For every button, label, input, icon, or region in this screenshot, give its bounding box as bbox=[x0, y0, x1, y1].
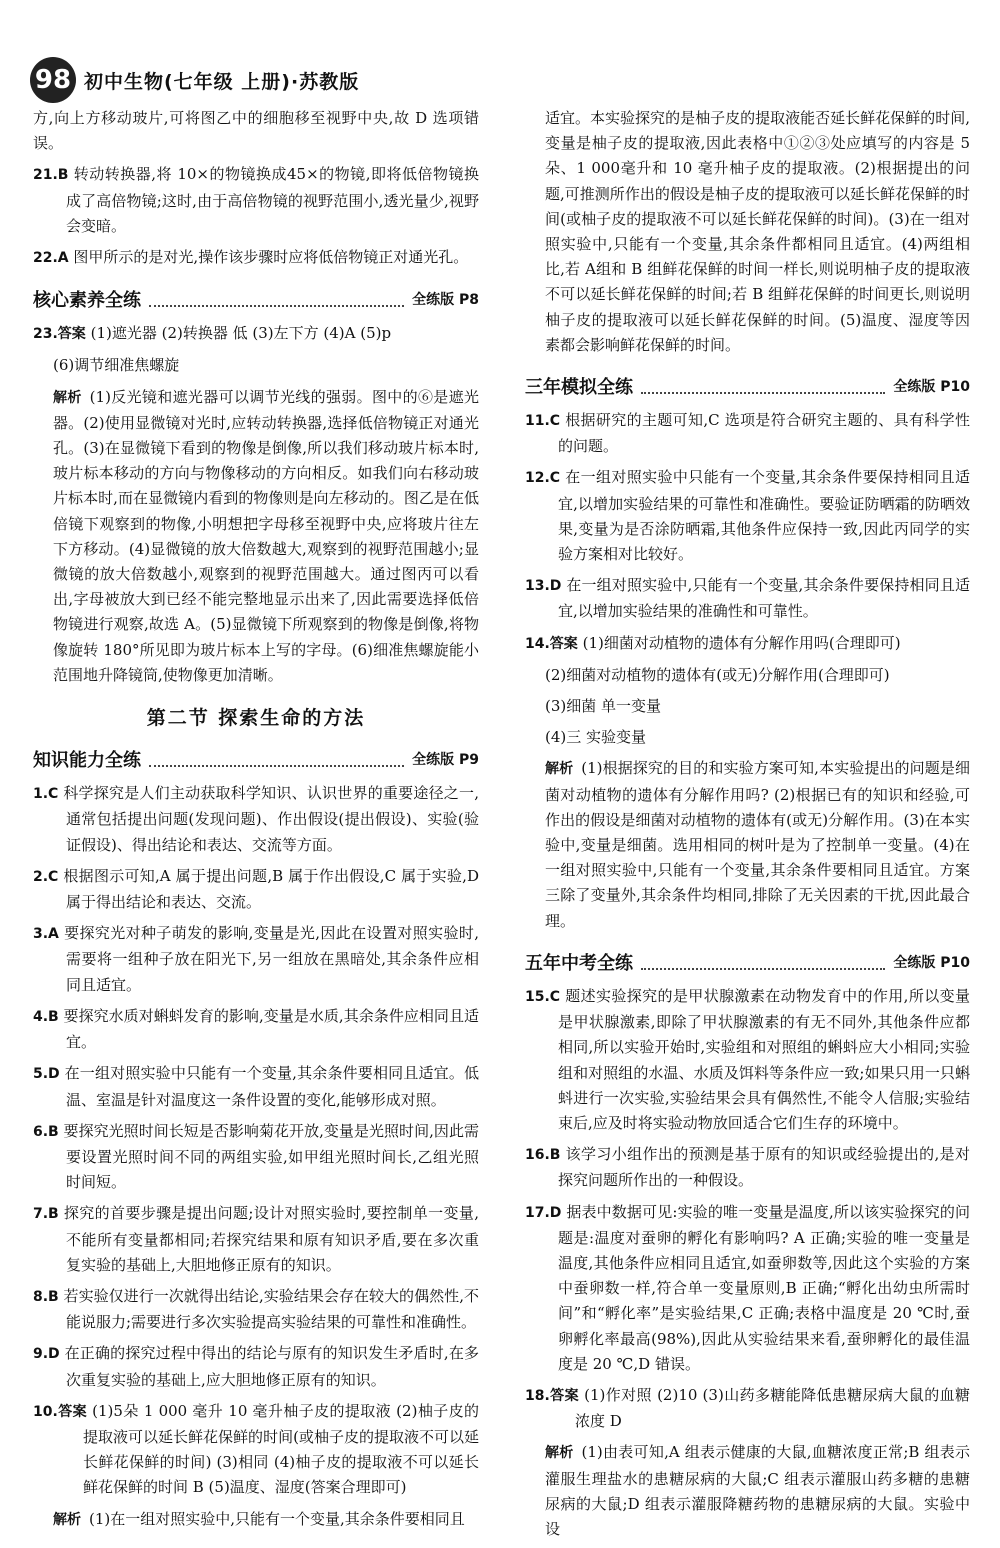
section-title: 知识能力全练 bbox=[33, 750, 141, 772]
question-number: 13.D bbox=[525, 578, 562, 595]
analysis-text: (1)反光镜和遮光器可以调节光线的强弱。图中的⑥是遮光器。(2)使用显微镜对光时,应转动转换器,选择低倍物镜正对通光孔。(3)在显微镜下看到的物像是倒像,所以我们移动玻片标本时,玻片标本移动的方向与物像移动的方向相反。如我们向右移动玻片标本时,而在显微镜内看到的物像则是向左移动的。图乙是在低倍镜下观察到的物像,小明想把字母移至视野中央,应将玻片往左下方移动。(4)显微镜的放大倍数越大,观察到的视野范围越小;显微镜的放大倍数越小,观察到的视野范围越大。通过图丙可以看出,字母被放大到已经不能完整地显示出来了,因此需要选择低倍物镜进行观察,故选 A。(5)显微镜下所观察到的物像是倒像,将物像旋转 180°所见即为玻片标本上写的字母。(6)细准焦螺旋能小范围地升降镜筒,使物像更加清晰。 bbox=[53, 387, 479, 684]
divider bbox=[641, 392, 885, 394]
section-header bbox=[33, 745, 479, 773]
answer-text: 在正确的探究过程中得出的结论与原有的知识发生矛盾时,在多次重复实验的基础上,应大胆地修正原有的知识。 bbox=[64, 1344, 479, 1389]
section-title: 五年中考全练 bbox=[525, 952, 633, 974]
analysis-label: 解析 bbox=[545, 761, 574, 778]
question-number: 16.B bbox=[525, 1147, 561, 1164]
paragraph: 适宜。本实验探究的是柚子皮的提取液能否延长鲜花保鲜的时间,变量是柚子皮的提取液,因此表格中①②③处应填写的内容是 5 朵、1 000毫升和 10 毫升柚子皮的提取液。(2)根据提出的问题,可推测所作出的假设是柚子皮的提取液可以延长鲜花保鲜的时间(或柚子皮的提取液不可以延长鲜花保鲜的时间)。(3)在一组对照实验中,只能有一个变量,其余条件都相同且适宜。(4)两组相比,若 A组和 B 组鲜花保鲜的时间一样长,则说明柚子皮的提取液不可以延长鲜花保鲜的时间;若 B 组鲜花保鲜的时间更长,则说明柚子皮的提取液可以延长鲜花保鲜的时间。(5)温度、湿度等因素都会影响鲜花保鲜的时间。 bbox=[545, 109, 970, 354]
answer-text: (6)调节细准焦螺旋 bbox=[53, 356, 180, 375]
section-title: 三年模拟全练 bbox=[525, 376, 633, 398]
right-column bbox=[525, 106, 970, 1548]
question-number: 22.A bbox=[33, 250, 69, 267]
answer-text: 根据研究的主题可知,C 选项是符合研究主题的、具有科学性的问题。 bbox=[558, 411, 970, 456]
question-number: 9.D bbox=[33, 1346, 60, 1363]
page-header bbox=[30, 62, 359, 98]
section-page: 全练版 P9 bbox=[412, 752, 479, 769]
divider bbox=[641, 968, 885, 970]
answer-text: 要探究水质对蝌蚪发育的影响,变量是水质,其余条件应相同且适宜。 bbox=[63, 1006, 479, 1052]
divider bbox=[149, 765, 404, 767]
answer-text: (4)三 实验变量 bbox=[545, 728, 647, 747]
answer-text: 在一组对照实验中只能有一个变量,其余条件要相同且适宜。低温、室温是针对温度这一条件设置的变化,能够形成对照。 bbox=[64, 1064, 479, 1109]
answer-text: (3)细菌 单一变量 bbox=[545, 697, 662, 716]
question-number: 7.B bbox=[33, 1206, 59, 1223]
answer-text: 该学习小组作出的预测是基于原有的知识或经验提出的,是对探究问题所作出的一种假设。 bbox=[558, 1145, 970, 1190]
answer-text: (1)遮光器 (2)转换器 低 (3)左下方 (4)A (5)p bbox=[90, 324, 392, 343]
question-number: 6.B bbox=[33, 1123, 59, 1140]
answer-text: 图甲所示的是对光,操作该步骤时应将低倍物镜正对通光孔。 bbox=[73, 248, 469, 267]
section-title: 核心素养全练 bbox=[33, 290, 141, 312]
question-number: 21.B bbox=[33, 167, 69, 184]
answer-text: 科学探究是人们主动获取科学知识、认识世界的重要途径之一,通常包括提出问题(发现问题)、作出假设(提出假设)、实验(验证假设)、得出结论和表达、交流等方面。 bbox=[63, 784, 479, 854]
section-page: 全练版 P8 bbox=[412, 292, 479, 309]
answer-text: 题述实验探究的是甲状腺激素在动物发育中的作用,所以变量是甲状腺激素,即除了甲状腺激素的有无不同外,其他条件应都相同,所以实验开始时,实验组和对照组的蝌蚪应大小相同;实验组和对照组的水温、水质及饵料等条件应一致;如果只用一只蝌蚪进行一次实验,实验结果会具有偶然性,不能令人信服;实验结束后,应及时将实验动物放回适合它们生存的环境中。 bbox=[558, 986, 970, 1132]
question-number: 10.答案 bbox=[33, 1403, 87, 1420]
question-number: 1.C bbox=[33, 786, 59, 803]
analysis-text: (1)由表可知,A 组表示健康的大鼠,血糖浓度正常;B 组表示灌服生理盐水的患糖尿病的大鼠;C 组表示灌服山药多糖的患糖尿病的大鼠;D 组表示灌服降糖药物的患糖尿病的大鼠。实验中设 bbox=[545, 1443, 971, 1538]
answer-text: 要探究光照时间长短是否影响菊花开放,变量是光照时间,因此需要设置光照时间不同的两组实验,如甲组光照时间长,乙组光照时间短。 bbox=[63, 1121, 479, 1192]
question-number: 14.答案 bbox=[525, 635, 578, 652]
answer-text: (1)5朵 1 000 毫升 10 毫升柚子皮的提取液 (2)柚子皮的提取液可以延长鲜花保鲜的时间(或柚子皮的提取液不可以延长鲜花保鲜的时间) (3)相同 (4)柚子皮的提取液不可以延长鲜花保鲜的时间 B (5)温度、湿度(答案合理即可) bbox=[83, 1401, 479, 1497]
answer-text: 在一组对照实验中,只能有一个变量,其余条件要保持相同且适宜,以增加实验结果的准确性和可靠性。 bbox=[558, 576, 970, 621]
analysis-label: 解析 bbox=[53, 389, 82, 406]
section-header bbox=[525, 948, 970, 976]
answer-text: 据表中数据可见:实验的唯一变量是温度,所以该实验探究的问题是:温度对蚕卵的孵化有影响吗? A 正确;实验的唯一变量是温度,其他条件应相同且适宜,如蚕卵数等,因此这个实验的方案中蚕卵数一样,符合单一变量原则,B 正确;“孵化出幼虫所需时间”和“孵化率”是实验结果,C 正确;表格中温度是 20 ℃时,蚕卵孵化率最高(98%),因此从实验结果来看,蚕卵孵化的最佳温度是 20 ℃,D 错误。 bbox=[558, 1202, 970, 1373]
answer-text: 在一组对照实验中只能有一个变量,其余条件要保持相同且适宜,以增加实验结果的可靠性和准确性。要验证防晒霜的防晒效果,变量为是否涂防晒霜,其他条件应保持一致,因此丙同学的实验方案相对比较好。 bbox=[558, 468, 970, 564]
answer-text: 若实验仅进行一次就得出结论,实验结果会存在较大的偶然性,不能说服力;需要进行多次实验提高实验结果的可靠性和准确性。 bbox=[63, 1286, 479, 1332]
answer-text: (2)细菌对动植物的遗体有(或无)分解作用(合理即可) bbox=[545, 665, 890, 684]
analysis-label: 解析 bbox=[53, 1511, 81, 1528]
page-number: 98 bbox=[30, 57, 76, 103]
paragraph: 方,向上方移动玻片,可将图乙中的细胞移至视野中央,故 D 选项错误。 bbox=[33, 109, 479, 153]
analysis-text: (1)根据探究的目的和实验方案可知,本实验提出的问题是细菌对动植物的遗体有分解作用吗? (2)根据已有的知识和经验,可作出的假设是细菌对动植物的遗体有(或无)分解作用。(3)在本实验中,变量是细菌。选用相同的树叶是为了控制单一变量。(4)在一组对照实验中,只能有一个变量,其余条件要相同且适宜。方案三除了变量外,其余条件均相同,排除了无关因素的干扰,因此最合理。 bbox=[545, 759, 971, 930]
question-number: 5.D bbox=[33, 1066, 60, 1083]
answer-text: 转动转换器,将 10×的物镜换成45×的物镜,即将低倍物镜换成了高倍物镜;这时,由于高倍物镜的视野范围小,透光量少,视野会变暗。 bbox=[66, 165, 479, 235]
answer-text: (1)细菌对动植物的遗体有分解作用吗(合理即可) bbox=[582, 633, 901, 652]
question-number: 12.C bbox=[525, 470, 561, 487]
section-page: 全练版 P10 bbox=[893, 378, 970, 395]
divider bbox=[149, 305, 404, 307]
question-number: 2.C bbox=[33, 868, 59, 885]
analysis-label: 解析 bbox=[545, 1445, 574, 1462]
question-number: 3.A bbox=[33, 926, 59, 943]
answer-text: 探究的首要步骤是提出问题;设计对照实验时,要控制单一变量,不能所有变量都相同;若探究结果和原有知识矛盾,要在多次重复实验的基础上,大胆地修正原有的知识。 bbox=[63, 1204, 479, 1274]
section-page: 全练版 P10 bbox=[893, 954, 970, 971]
section-header bbox=[525, 372, 970, 400]
question-number: 15.C bbox=[525, 988, 561, 1005]
question-number: 11.C bbox=[525, 413, 561, 430]
answer-text: 根据图示可知,A 属于提出问题,B 属于作出假设,C 属于实验,D 属于得出结论和表达、交流。 bbox=[63, 866, 479, 912]
answer-text: (1)作对照 (2)10 (3)山药多糖能降低患糖尿病大鼠的血糖浓度 D bbox=[575, 1385, 970, 1431]
question-number: 23.答案 bbox=[33, 326, 86, 343]
question-number: 18.答案 bbox=[525, 1387, 579, 1404]
section-header bbox=[33, 285, 479, 313]
answer-text: 要探究光对种子萌发的影响,变量是光,因此在设置对照实验时,需要将一组种子放在阳光下,另一组放在黑暗处,其余条件应相同且适宜。 bbox=[64, 924, 479, 994]
analysis-text: (1)在一组对照实验中,只能有一个变量,其余条件要相同且 bbox=[89, 1509, 465, 1528]
question-number: 17.D bbox=[525, 1204, 562, 1221]
question-number: 8.B bbox=[33, 1288, 59, 1305]
book-title: 初中生物(七年级 上册)·苏教版 bbox=[84, 70, 360, 93]
left-column bbox=[33, 106, 479, 1539]
question-number: 4.B bbox=[33, 1008, 59, 1025]
chapter-title: 第二节 探索生命的方法 bbox=[146, 707, 366, 730]
